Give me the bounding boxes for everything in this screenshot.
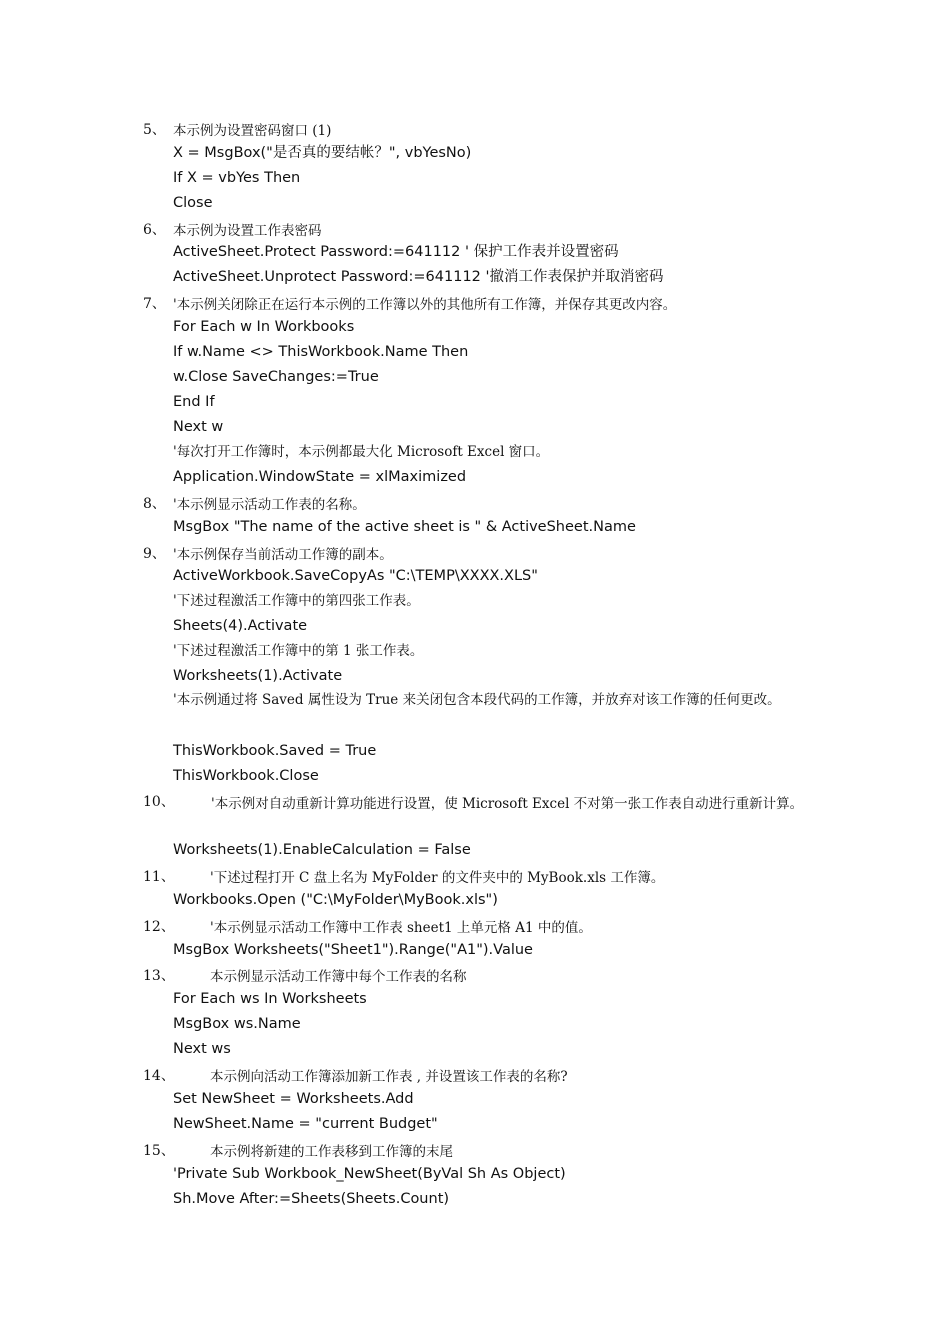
item-description: 本示例显示活动工作簿中每个工作表的名称 <box>210 969 467 985</box>
code-line: MsgBox ws.Name <box>173 1016 301 1032</box>
code-line: ThisWorkbook.Saved = True <box>173 743 377 759</box>
code-line: If X = vbYes Then <box>173 170 301 186</box>
code-line: MsgBox "The name of the active sheet is " & ActiveSheet.Name <box>173 519 636 535</box>
item-number: 11、 <box>143 869 175 885</box>
item-description: '本示例显示活动工作表的名称。 <box>173 497 366 513</box>
code-line: ActiveWorkbook.SaveCopyAs "C:\TEMP\XXXX.XLS" <box>173 568 538 584</box>
code-comment: '下述过程激活工作簿中的第 1 张工作表。 <box>173 643 424 659</box>
code-line: Close <box>173 195 213 211</box>
code-line: Sheets(4).Activate <box>173 618 308 634</box>
item-number: 12、 <box>143 919 175 935</box>
code-line: NewSheet.Name = "current Budget" <box>173 1116 438 1132</box>
item-number: 7、 <box>143 296 166 312</box>
item-number: 6、 <box>143 222 166 238</box>
code-line: End If <box>173 394 215 410</box>
code-line: For Each w In Workbooks <box>173 319 355 335</box>
code-comment: '每次打开工作簿时，本示例都最大化 Microsoft Excel 窗口。 <box>173 444 550 460</box>
item-description: 本示例为设置密码窗口 (1) <box>173 123 332 139</box>
code-line: X = MsgBox("是否真的要结帐？", vbYesNo) <box>173 145 472 161</box>
item-description: 本示例为设置工作表密码 <box>173 223 322 239</box>
code-line: ActiveSheet.Protect Password:=641112 ' 保护工作表并设置密码 <box>173 244 619 260</box>
code-line: Next ws <box>173 1041 231 1057</box>
item-description: '本示例保存当前活动工作簿的副本。 <box>173 547 393 563</box>
code-line: ActiveSheet.Unprotect Password:=641112 '撤消工作表保护并取消密码 <box>173 269 664 285</box>
item-description: '本示例关闭除正在运行本示例的工作簿以外的其他所有工作簿，并保存其更改内容。 <box>173 297 677 313</box>
item-number: 15、 <box>143 1143 175 1159</box>
code-line: Workbooks.Open ("C:\MyFolder\MyBook.xls") <box>173 892 498 908</box>
item-description: 本示例将新建的工作表移到工作簿的末尾 <box>210 1144 453 1160</box>
code-line: For Each ws In Worksheets <box>173 991 367 1007</box>
code-line: 'Private Sub Workbook_NewSheet(ByVal Sh As Object) <box>173 1166 566 1182</box>
code-line: ThisWorkbook.Close <box>173 768 319 784</box>
code-line: Set NewSheet = Worksheets.Add <box>173 1091 414 1107</box>
code-line: Application.WindowState = xlMaximized <box>173 469 467 485</box>
code-line: If w.Name <> ThisWorkbook.Name Then <box>173 344 469 360</box>
code-line: Worksheets(1).Activate <box>173 668 343 684</box>
code-line: Next w <box>173 419 224 435</box>
item-description: '本示例显示活动工作簿中工作表 sheet1 上单元格 A1 中的值。 <box>210 920 592 936</box>
item-number: 5、 <box>143 122 166 138</box>
item-description: '下述过程打开 C 盘上名为 MyFolder 的文件夹中的 MyBook.xls 工作簿。 <box>210 870 665 886</box>
item-number: 8、 <box>143 496 166 512</box>
item-description: '本示例对自动重新计算功能进行设置，使 Microsoft Excel 不对第一张工作表自动进行重新计算。 <box>211 796 804 812</box>
item-number: 14、 <box>143 1068 175 1084</box>
item-number: 10、 <box>143 794 175 810</box>
code-line: Worksheets(1).EnableCalculation = False <box>173 842 471 858</box>
item-number: 13、 <box>143 968 175 984</box>
item-number: 9、 <box>143 546 166 562</box>
code-comment: '下述过程激活工作簿中的第四张工作表。 <box>173 593 420 609</box>
code-line: w.Close SaveChanges:=True <box>173 369 379 385</box>
code-line: MsgBox Worksheets("Sheet1").Range("A1").Value <box>173 942 533 958</box>
code-line: Sh.Move After:=Sheets(Sheets.Count) <box>173 1191 450 1207</box>
code-comment: '本示例通过将 Saved 属性设为 True 来关闭包含本段代码的工作簿，并放弃对该工作簿的任何更改。 <box>173 692 781 708</box>
item-description: 本示例向活动工作簿添加新工作表 , 并设置该工作表的名称? <box>210 1069 568 1085</box>
